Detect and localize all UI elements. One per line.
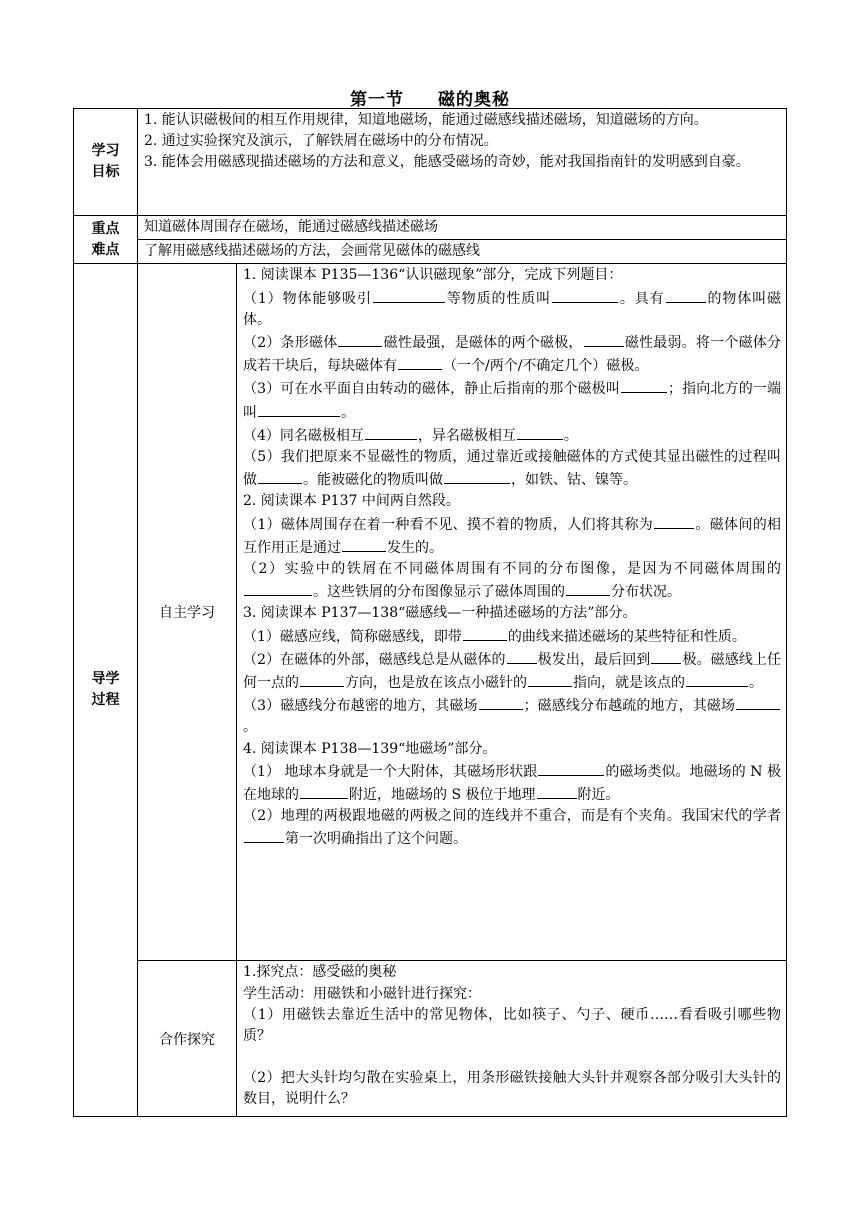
blank[interactable]: [736, 694, 780, 710]
self-study-label: 自主学习: [138, 264, 237, 961]
goal-1: 1. 能认识磁极间的相互作用规律，知道地磁场，能通过磁感线描述磁场，知道磁场的方向。: [144, 112, 708, 128]
section-title: 磁的奥秘: [438, 90, 510, 110]
blank[interactable]: [300, 783, 348, 799]
blank[interactable]: [552, 287, 618, 303]
blank[interactable]: [300, 671, 344, 687]
goal-2: 2. 通过实验探究及演示，了解铁屑在磁场中的分布情况。: [144, 133, 498, 150]
question-1-4: （4）同名磁极相互 ，异名磁极相互 。: [243, 424, 781, 447]
blank[interactable]: [621, 377, 667, 393]
blank[interactable]: [654, 513, 694, 529]
blank[interactable]: [444, 468, 510, 484]
goals-label: 学习目标: [74, 109, 138, 216]
blank[interactable]: [528, 671, 572, 687]
activity-2: （2）把大头针均匀散在实验桌上，用条形磁铁接触大头针并观察各部分吸引大头针的数目，说明什么？: [243, 1070, 781, 1108]
cooperation-content: [237, 961, 787, 1117]
goals-content: [138, 109, 787, 216]
key-point-row: [74, 216, 787, 240]
goals-row: [74, 109, 787, 216]
cooperation-row: [74, 961, 787, 1117]
explore-point: 1.探究点：感受磁的奥秘: [243, 964, 397, 981]
difficulty-row: [74, 240, 787, 264]
blank[interactable]: [244, 827, 284, 843]
focus-label: 重点难点: [74, 216, 138, 264]
blank[interactable]: [566, 580, 610, 596]
activity-1: （1）用磁铁去靠近生活中的常见物体，比如筷子、勺子、硬币……看看吸引哪些物质？: [243, 1006, 781, 1045]
question-1-5: （5）我们把原来不显磁性的物质，通过靠近或接触磁体的方式使其显出磁性的过程叫做 。能被磁化的物质叫做 ，如铁、钴、镍等。: [243, 449, 781, 489]
blank[interactable]: [398, 354, 442, 370]
question-3-3: （3）磁感线分布越密的地方，其磁场 ；磁感线分布越疏的地方，其磁场。: [243, 694, 781, 738]
blank[interactable]: [373, 287, 445, 303]
question-4-2: （2）地理的两极跟地磁的两极之间的连线并不重合，而是有个夹角。我国宋代的学者第一次明确指出了这个问题。: [243, 808, 781, 848]
page-title: [0, 85, 860, 110]
blank[interactable]: [342, 536, 386, 552]
question-3-2: （2）在磁体的外部，磁感线总是从磁体的 极发出，最后回到 极。磁感线上任何一点的 方向，也是放在该点小磁针的 指向，就是该点的 。: [243, 648, 781, 694]
section-4-heading: 4. 阅读课本 P138—139“地磁场”部分。: [243, 740, 497, 757]
question-2-1: （1）磁体周围存在着一种看不见、摸不着的物质，人们将其称为 。磁体间的相互作用正是通过 发生的。: [243, 513, 781, 559]
blank[interactable]: [244, 580, 312, 596]
worksheet-table: [73, 108, 787, 1117]
self-study-content: [237, 264, 787, 961]
question-2-2: （2）实验中的铁屑在不同磁体周围有不同的分布图像，是因为不同磁体周围的。这些铁屑的分布图像显示了磁体周围的 分布状况。: [243, 561, 781, 601]
key-point: 知道磁体周围存在磁场，能通过磁感线描述磁场: [138, 216, 787, 240]
blank[interactable]: [686, 671, 748, 687]
blank[interactable]: [666, 287, 706, 303]
blank[interactable]: [538, 760, 604, 776]
question-1-1: （1）物体能够吸引 等物质的性质叫 。具有 的物体叫磁体。: [243, 287, 781, 331]
section-2-heading: 2. 阅读课本 P137 中间两自然段。: [243, 493, 460, 510]
section-1-heading: 1. 阅读课本 P135—136“认识磁现象”部分，完成下列题目：: [243, 267, 623, 284]
blank[interactable]: [463, 625, 507, 641]
difficulty: 了解用磁感线描述磁场的方法，会画常见磁体的磁感线: [138, 240, 787, 264]
blank[interactable]: [507, 648, 537, 664]
blank[interactable]: [584, 331, 624, 347]
blank[interactable]: [338, 331, 382, 347]
blank[interactable]: [537, 783, 577, 799]
question-4-1: （1） 地球本身就是一个大附体，其磁场形状跟 的磁场类似。地磁场的 N 极在地球的 附近，地磁场的 S 极位于地理 附近。: [243, 760, 781, 806]
section-3-heading: 3. 阅读课本 P137—138“磁感线—一种描述磁场的方法”部分。: [243, 605, 637, 622]
self-study-row: [74, 264, 787, 961]
blank[interactable]: [258, 401, 340, 417]
blank[interactable]: [258, 468, 302, 484]
question-1-3: （3）可在水平面自由转动的磁体，静止后指南的那个磁极叫 ；指向北方的一端叫 。: [243, 377, 781, 423]
section-number: 第一节: [350, 90, 404, 110]
blank[interactable]: [365, 424, 417, 440]
question-1-2: （2）条形磁体 磁性最强，是磁体的两个磁极， 磁性最弱。将一个磁体分成若干块后，每块磁体有 （一个/两个/不确定几个）磁极。: [243, 331, 781, 377]
blank[interactable]: [517, 424, 563, 440]
blank[interactable]: [479, 694, 523, 710]
question-3-1: （1）磁感应线，简称磁感线，即带 的曲线来描述磁场的某些特征和性质。: [243, 625, 781, 648]
goal-3: 3. 能体会用磁感现描述磁场的方法和意义，能感受磁场的奇妙，能对我国指南针的发明感到自豪。: [144, 154, 750, 171]
blank[interactable]: [651, 648, 681, 664]
student-activity: 学生活动：用磁铁和小磁针进行探究：: [243, 985, 481, 1002]
cooperation-label: 合作探究: [138, 961, 237, 1117]
process-label: 导学过程: [74, 264, 138, 1117]
